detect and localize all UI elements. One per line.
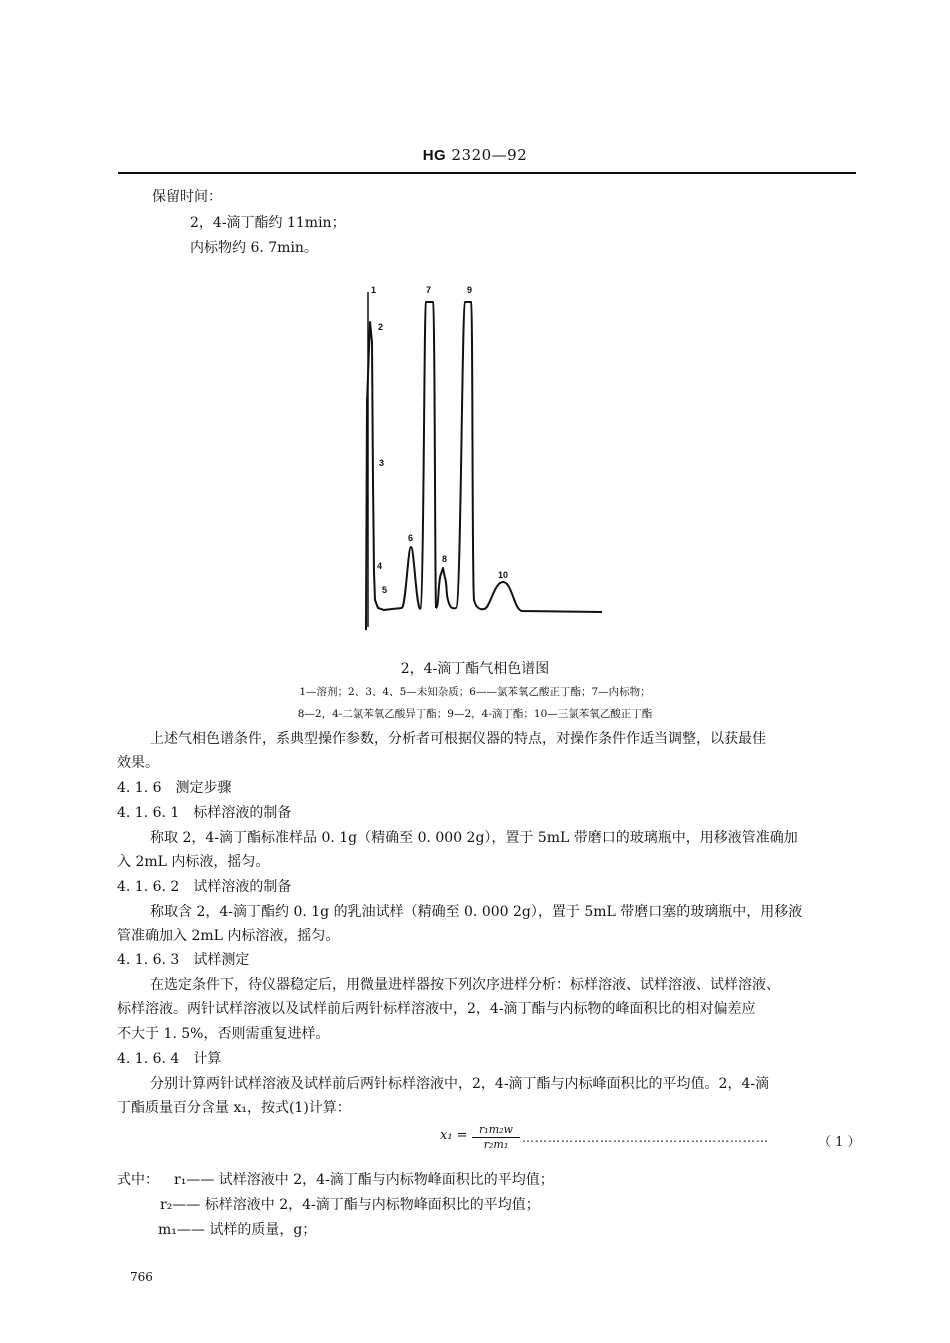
chart-legend-line-1: 1—溶剂；2、3、4、5—未知杂质；6——氯苯氧乙酸正丁酯；7—内标物； <box>299 686 651 698</box>
formula-number: （ 1 ） <box>818 1135 861 1150</box>
peak-6-trace <box>402 547 420 609</box>
formula-denominator: r₂m₁ <box>483 1138 509 1151</box>
peak-7-trace <box>420 302 436 609</box>
paragraph-4-line-3: 不大于 1. 5%，否则需重复进样。 <box>117 1026 330 1042</box>
formula-lhs: x₁ = <box>440 1128 468 1143</box>
peak-label-3: 3 <box>379 458 385 468</box>
section-4-1-6-3: 4. 1. 6. 3 试样测定 <box>117 952 250 968</box>
paragraph-4-line-1: 在选定条件下，待仪器稳定后，用微量进样器按下列次序进样分析：标样溶液、试样溶液、试样溶液、 <box>150 977 780 993</box>
standard-number: 2320—92 <box>451 146 528 164</box>
page-number: 766 <box>130 1270 153 1284</box>
peak-1-trace <box>366 322 402 630</box>
standard-header <box>0 146 950 164</box>
chromatogram <box>362 282 612 634</box>
paragraph-5-line-1: 分别计算两针试样溶液及试样前后两针标样溶液中，2，4-滴丁酯与内标峰面积比的平均值。2，4-滴 <box>150 1076 770 1092</box>
peak-label-9: 9 <box>467 285 473 295</box>
retention-item-2: 内标物约 6. 7min。 <box>190 240 318 256</box>
formula-leader-dots: ………………………………………………… <box>522 1131 769 1145</box>
paragraph-1-line-1: 上述气相色谱条件，系典型操作参数，分析者可根据仪器的特点，对操作条件作适当调整，以获最佳 <box>150 731 766 747</box>
section-4-1-6-1: 4. 1. 6. 1 标样溶液的制备 <box>117 805 292 821</box>
paragraph-2-line-2: 入 2mL 内标液，摇匀。 <box>117 854 270 870</box>
formula-fraction <box>472 1123 520 1151</box>
header-rule <box>118 172 856 174</box>
peak-label-7: 7 <box>426 285 432 295</box>
peak-label-5: 5 <box>382 585 388 595</box>
retention-item-1: 2，4-滴丁酯约 11min； <box>190 215 346 231</box>
definition-m1: m₁—— 试样的质量，g； <box>158 1222 317 1238</box>
peak-label-2: 2 <box>378 322 384 332</box>
formula-numerator: r₁m₂w <box>472 1123 520 1138</box>
paragraph-4-line-2: 标样溶液。两针试样溶液以及试样前后两针标样溶液中，2，4-滴丁酯与内标物的峰面积比的相对偏差应 <box>117 1001 756 1017</box>
section-4-1-6-2: 4. 1. 6. 2 试样溶液的制备 <box>117 879 292 895</box>
paragraph-3-line-2: 管准确加入 2mL 内标溶液，摇匀。 <box>117 928 340 944</box>
peak-10-trace <box>484 582 602 612</box>
chart-legend-line-2: 8—2，4-二氯苯氧乙酸异丁酯；9—2，4-滴丁酯；10—三氯苯氧乙酸正丁酯 <box>297 708 653 720</box>
peak-label-8: 8 <box>442 554 448 564</box>
section-4-1-6: 4. 1. 6 测定步骤 <box>117 780 232 796</box>
paragraph-2-line-1: 称取 2，4-滴丁酯标准样品 0. 1g（精确至 0. 000 2g），置于 5mL 带磨口的玻璃瓶中，用移液管准确加 <box>150 830 798 846</box>
paragraph-3-line-1: 称取含 2，4-滴丁酯约 0. 1g 的乳油试样（精确至 0. 000 2g），置于 5mL 带磨口塞的玻璃瓶中，用移液 <box>150 904 803 920</box>
peak-8-trace <box>436 568 456 608</box>
section-4-1-6-4: 4. 1. 6. 4 计算 <box>117 1051 222 1067</box>
peak-9-trace <box>456 302 484 609</box>
chart-caption: 2，4-滴丁酯气相色谱图 <box>400 661 550 677</box>
peak-label-10: 10 <box>498 570 509 580</box>
retention-title: 保留时间： <box>152 189 222 205</box>
paragraph-1-line-2: 效果。 <box>117 755 159 771</box>
peak-label-1: 1 <box>371 285 377 295</box>
definition-r1: r₁—— 试样溶液中 2，4-滴丁酯与内标物峰面积比的平均值； <box>174 1172 554 1188</box>
definitions-intro: 式中： <box>117 1172 159 1188</box>
peak-label-6: 6 <box>408 533 414 543</box>
peak-label-4: 4 <box>377 561 383 571</box>
definition-r2: r₂—— 标样溶液中 2，4-滴丁酯与内标物峰面积比的平均值； <box>160 1197 540 1213</box>
standard-code: HG <box>422 147 447 164</box>
paragraph-5-line-2: 丁酯质量百分含量 x₁，按式(1)计算： <box>117 1100 351 1116</box>
